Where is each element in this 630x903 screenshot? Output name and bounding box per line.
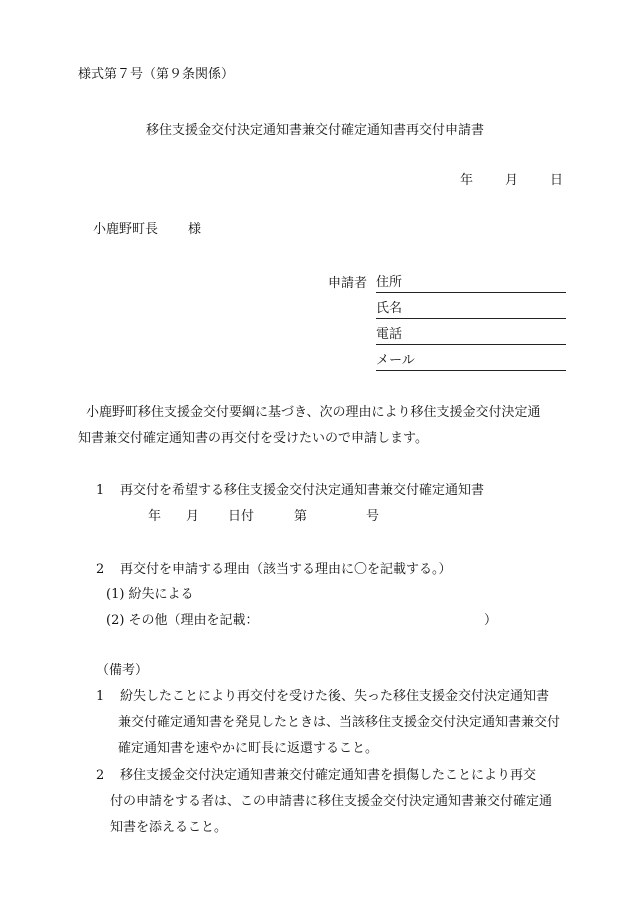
- note-2-line-2: 付の申請をする者は、この申請書に移住支援金交付決定通知書兼交付確定通: [110, 794, 553, 809]
- note-1-text: 紛失したことにより再交付を受けた後、失った移住支援金交付決定通知書: [120, 689, 550, 704]
- reason-option-other[interactable]: (2) その他（理由を記載：: [106, 613, 259, 628]
- item-2-text: 再交付を申請する理由（該当する理由に〇を記載する。）: [120, 562, 452, 577]
- email-field[interactable]: [376, 352, 566, 371]
- note-1-number: 1: [96, 689, 105, 704]
- notice-go: 号: [366, 509, 380, 524]
- address-field[interactable]: [376, 274, 566, 293]
- note-1-line-3: 確定通知書を速やかに町長に返還すること。: [118, 741, 379, 756]
- item-1-number: 1: [96, 483, 105, 498]
- email-label: メール: [376, 353, 415, 368]
- addressee: [93, 221, 201, 239]
- document-title: 移住支援金交付決定通知書兼交付確定通知書再交付申請書: [145, 123, 484, 138]
- notice-year: 年: [148, 509, 162, 524]
- addressee-honorific: 様: [188, 222, 202, 237]
- body-text-line-1: 小鹿野町移住支援金交付要綱に基づき、次の理由により移住支援金交付決定通: [86, 405, 541, 420]
- phone-label: 電話: [376, 327, 403, 342]
- notice-day: 日付: [228, 509, 255, 524]
- note-2-line-1: [96, 767, 536, 785]
- applicant-label: 申請者: [328, 276, 368, 291]
- notice-date-number: [148, 508, 379, 526]
- application-date: [460, 172, 563, 190]
- phone-field[interactable]: [376, 326, 566, 345]
- item-2: [96, 561, 452, 579]
- reason-option-lost[interactable]: (1) 紛失による: [106, 587, 194, 602]
- item-2-number: 2: [96, 562, 105, 577]
- name-label: 氏名: [376, 301, 403, 316]
- body-text-line-2: 知書兼交付確定通知書の再交付を受けたいので申請します。: [78, 431, 428, 446]
- note-2-number: 2: [96, 768, 105, 783]
- note-2-line-3: 知書を添えること。: [110, 820, 228, 835]
- notice-month: 月: [186, 509, 200, 524]
- date-day: 日: [550, 173, 564, 188]
- note-1-line-2: 兼交付確定通知書を発見したときは、当該移住支援金交付決定通知書兼交付: [118, 715, 561, 730]
- item-1-text: 再交付を希望する移住支援金交付決定通知書兼交付確定通知書: [120, 483, 485, 498]
- addressee-name: 小鹿野町長: [93, 222, 159, 237]
- date-month: 月: [505, 173, 519, 188]
- address-label: 住所: [376, 275, 403, 290]
- note-1-line-1: [96, 688, 549, 706]
- item-1: [96, 482, 484, 500]
- notice-dai: 第: [294, 509, 308, 524]
- form-number: 様式第７号（第９条関係）: [78, 67, 235, 82]
- notes-heading: （備考）: [96, 663, 149, 678]
- note-2-text: 移住支援金交付決定通知書兼交付確定通知書を損傷したことにより再交: [120, 768, 537, 783]
- reason-other-close: ）: [484, 613, 498, 628]
- name-field[interactable]: [376, 300, 566, 319]
- date-year: 年: [460, 173, 474, 188]
